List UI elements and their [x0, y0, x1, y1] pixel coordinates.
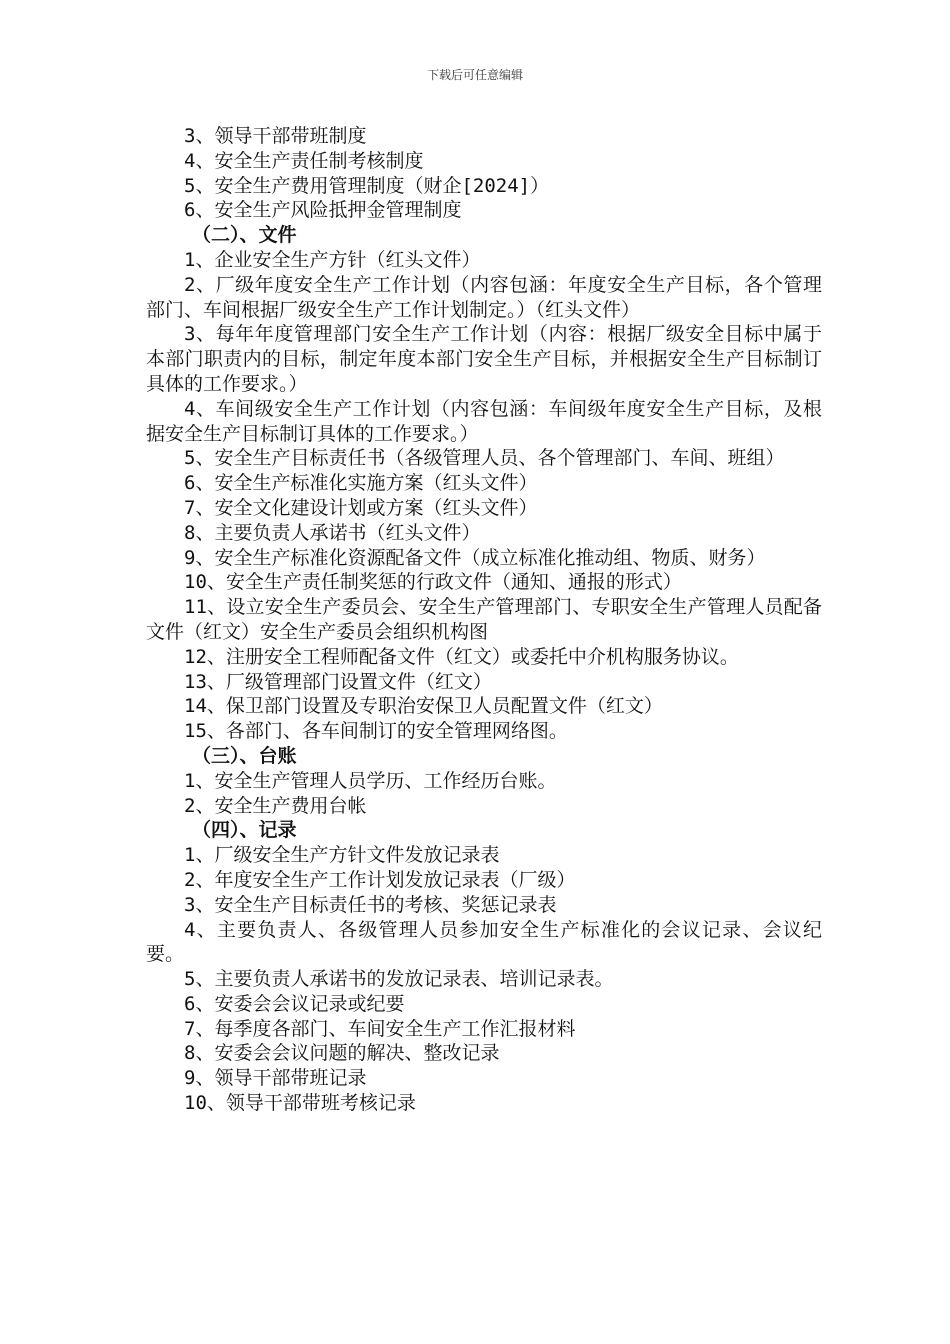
page-header: 下载后可任意编辑 [426, 68, 523, 82]
list-item: 6、安全生产标准化实施方案（红头文件） [184, 472, 538, 495]
list-item: 1、厂级安全生产方针文件发放记录表 [184, 844, 500, 867]
list-item: 4、主要负责人、各级管理人员参加安全生产标准化的会议记录、会议纪要。 [146, 918, 822, 966]
list-item: 9、安全生产标准化资源配备文件（成立标准化推动组、物质、财务） [184, 546, 766, 569]
list-item: 8、安委会会议问题的解决、整改记录 [184, 1042, 500, 1065]
list-item: 12、注册安全工程师配备文件（红文）或委托中介机构服务协议。 [184, 645, 739, 668]
document-body [146, 124, 822, 1116]
list-item: 13、厂级管理部门设置文件（红文） [184, 670, 492, 693]
list-item: 5、安全生产目标责任书（各级管理人员、各个管理部门、车间、班组） [184, 447, 785, 470]
list-item: 11、设立安全生产委员会、安全生产管理部门、专职安全生产管理人员配备文件（红文）安全生产委员会组织机构图 [146, 596, 822, 643]
section-heading: （三）、台账 [192, 744, 297, 767]
list-item: 3、领导干部带班制度 [184, 125, 367, 147]
list-item: 9、领导干部带班记录 [184, 1067, 367, 1090]
list-item: 2、厂级年度安全生产工作计划（内容包涵：年度安全生产目标，各个管理部门、车间根据厂级安全生产工作计划制定。）（红头文件） [146, 273, 822, 321]
list-item: 10、领导干部带班考核记录 [184, 1092, 416, 1115]
list-item: 6、安全生产风险抵押金管理制度 [184, 199, 462, 222]
list-item: 5、主要负责人承诺书的发放记录表、培训记录表。 [184, 968, 614, 991]
list-item: 6、安委会会议记录或纪要 [184, 992, 405, 1015]
list-item: 5、安全生产费用管理制度（财企[2024]） [184, 174, 550, 197]
list-item: 10、安全生产责任制奖惩的行政文件（通知、通报的形式） [184, 571, 682, 594]
list-item: 3、每年年度管理部门安全生产工作计划（内容：根据厂级安全目标中属于本部门职责内的目标，制定年度本部门安全生产目标，并根据安全生产目标制订具体的工作要求。） [146, 323, 822, 395]
list-item: 1、企业安全生产方针（红头文件） [184, 248, 481, 271]
list-item: 15、各部门、各车间制订的安全管理网络图。 [184, 720, 568, 743]
section-heading: （二）、文件 [192, 224, 297, 247]
section-heading: （四）、记录 [192, 819, 297, 842]
list-item: 4、车间级安全生产工作计划（内容包涵：车间级年度安全生产目标，及根据安全生产目标制订具体的工作要求。） [146, 397, 822, 445]
list-item: 14、保卫部门设置及专职治安保卫人员配置文件（红文） [184, 695, 663, 718]
list-item: 2、年度安全生产工作计划发放记录表（厂级） [184, 868, 576, 891]
list-item: 1、安全生产管理人员学历、工作经历台账。 [184, 769, 557, 792]
list-item: 8、主要负责人承诺书（红头文件） [184, 521, 481, 544]
list-item: 7、每季度各部门、车间安全生产工作汇报材料 [184, 1017, 576, 1040]
list-item: 7、安全文化建设计划或方案（红头文件） [184, 496, 538, 519]
list-item: 3、安全生产目标责任书的考核、奖惩记录表 [184, 893, 557, 916]
list-item: 2、安全生产费用台帐 [184, 794, 367, 817]
list-item: 4、安全生产责任制考核制度 [184, 149, 424, 172]
